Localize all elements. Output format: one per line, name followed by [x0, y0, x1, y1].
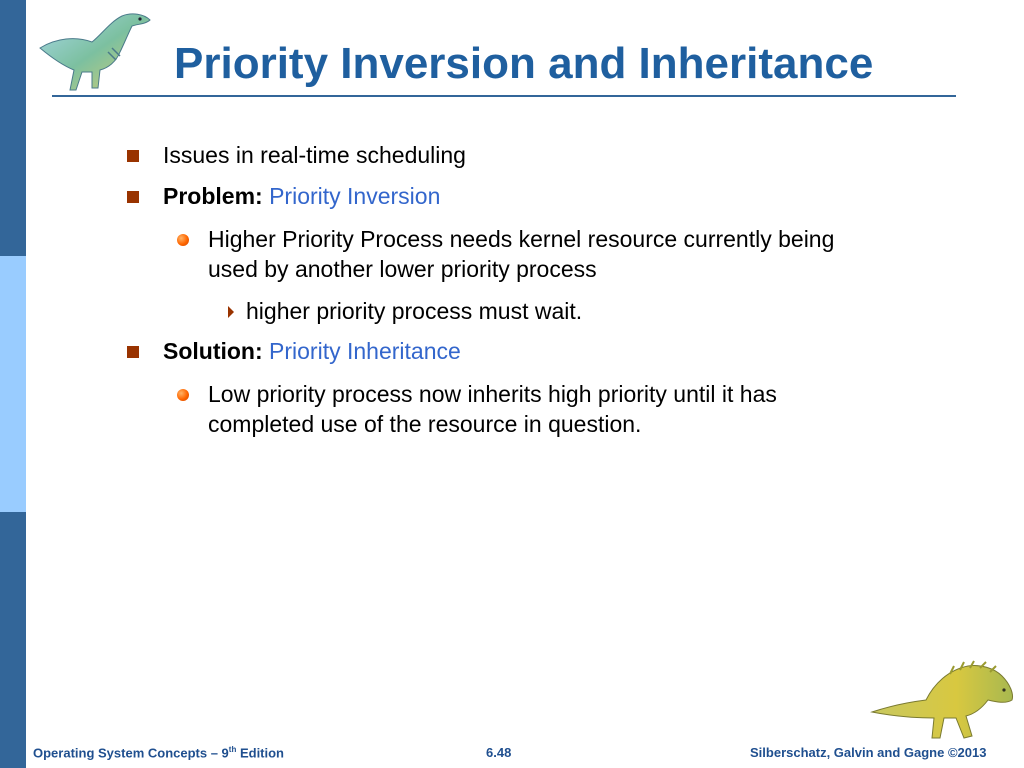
solution-value: Priority Inheritance: [269, 338, 461, 364]
bullet-solution: [163, 336, 461, 367]
solution-detail-line-1: Low priority process now inherits high priority until it has: [208, 381, 777, 407]
square-bullet-icon: [127, 346, 139, 358]
square-bullet-icon: [127, 191, 139, 203]
bullet-problem: [163, 181, 440, 212]
problem-label: Problem:: [163, 183, 263, 209]
square-bullet-icon: [127, 150, 139, 162]
solution-label: Solution:: [163, 338, 263, 364]
footer-book-title-text: Operating System Concepts – 9: [33, 745, 229, 761]
triangle-bullet-icon: [228, 306, 234, 318]
footer-edition-superscript: th: [228, 745, 237, 754]
problem-subdetail: higher priority process must wait.: [246, 298, 583, 324]
page-title: Priority Inversion and Inheritance: [174, 39, 874, 88]
footer-edition-text: Edition: [236, 745, 285, 761]
footer-copyright: Silberschatz, Galvin and Gagne ©2013: [750, 745, 987, 760]
bullet-issues: Issues in real-time scheduling: [163, 142, 466, 168]
footer-page-number: 6.48: [486, 745, 512, 760]
footer-book-title: [33, 745, 284, 760]
problem-detail-line-2: used by another lower priority process: [208, 256, 597, 282]
round-bullet-icon: [177, 389, 189, 401]
problem-value: Priority Inversion: [269, 183, 441, 209]
solution-detail-line-2: completed use of the resource in question.: [208, 411, 642, 437]
problem-detail-line-1: Higher Priority Process needs kernel resource currently being: [208, 226, 835, 252]
round-bullet-icon: [177, 234, 189, 246]
dinosaur-bottom-right-image: [870, 660, 1018, 742]
